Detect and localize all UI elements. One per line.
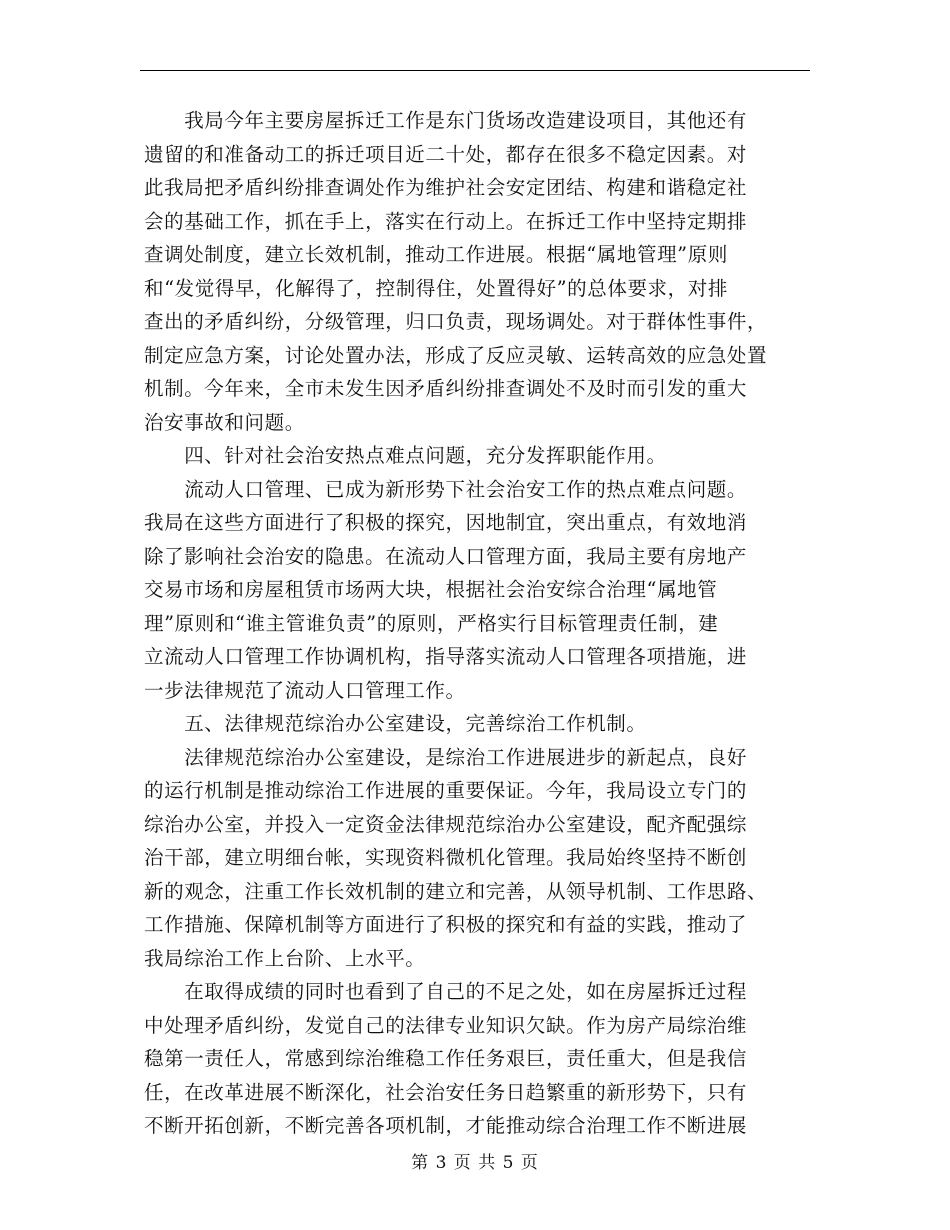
text-line: 机制。今年来，全市未发生因矛盾纠纷排查调处不及时而引发的重大 (144, 377, 748, 400)
header-rule (140, 70, 810, 71)
text-line: 交易市场和房屋租赁市场两大块，根据社会治安综合治理“属地管 (144, 578, 718, 601)
text-line: 查出的矛盾纠纷，分级管理，归口负责，现场调处。对于群体性事件， (144, 310, 768, 333)
text-line: 综治办公室，并投入一定资金法律规范综治办公室建设，配齐配强综 (144, 812, 748, 836)
text-line: 任，在改革进展不断深化，社会治安任务日趋繁重的新形势下，只有 (144, 1080, 748, 1104)
text-line: 稳第一责任人，常感到综治维稳工作任务艰巨，责任重大，但是我信 (144, 1047, 748, 1070)
text-line: 一步法律规范了流动人口管理工作。 (144, 678, 466, 702)
text-line: 工作措施、保障机制等方面进行了积极的探究和有益的实践，推动了 (144, 913, 748, 936)
text-line: 制定应急方案，讨论处置办法，形成了反应灵敏、运转高效的应急处置 (144, 343, 768, 367)
text-line: 会的基础工作，抓在手上，落实在行动上。在拆迁工作中坚持定期排 (144, 209, 748, 233)
document-body (144, 104, 816, 1143)
text-line: 遗留的和准备动工的拆迁项目近二十处，都存在很多不稳定因素。对 (144, 142, 748, 166)
text-line: 除了影响社会治安的隐患。在流动人口管理方面，我局主要有房地产 (144, 544, 748, 568)
text-line: 我局在这些方面进行了积极的探究，因地制宜，突出重点，有效地消 (144, 511, 748, 534)
text-line: 新的观念，注重工作长效机制的建立和完善，从领导机制、工作思路、 (144, 879, 768, 903)
text-line: 治干部，建立明细台帐，实现资料微机化管理。我局始终坚持不断创 (144, 846, 748, 869)
text-line: 我局综治工作上台阶、上水平。 (144, 946, 426, 970)
text-line: 流动人口管理、已成为新形势下社会治安工作的热点难点问题。 (144, 477, 748, 501)
text-line: 法律规范综治办公室建设，是综治工作进展进步的新起点，良好 (144, 745, 748, 769)
section-heading: 四、针对社会治安热点难点问题，充分发挥职能作用。 (144, 444, 667, 467)
text-line: 立流动人口管理工作协调机构，指导落实流动人口管理各项措施，进 (144, 645, 748, 668)
page-number: 第 3 页 共 5 页 (411, 1153, 539, 1173)
text-line: 中处理矛盾纠纷，发觉自己的法律专业知识欠缺。作为房产局综治维 (144, 1013, 748, 1037)
text-line: 治安事故和问题。 (144, 410, 305, 434)
text-line: 我局今年主要房屋拆迁工作是东门货场改造建设项目，其他还有 (144, 109, 748, 132)
text-line: 查调处制度，建立长效机制，推动工作进展。根据“属地管理”原则 (144, 243, 728, 266)
text-line: 和“发觉得早，化解得了，控制得住，处置得好”的总体要求，对排 (144, 276, 728, 300)
text-line: 的运行机制是推动综治工作进展的重要保证。今年，我局设立专门的 (144, 779, 748, 802)
section-heading: 五、法律规范综治办公室建设，完善综治工作机制。 (144, 712, 647, 735)
text-line: 此我局把矛盾纠纷排查调处作为维护社会安定团结、构建和谐稳定社 (144, 176, 748, 199)
text-line: 理”原则和“谁主管谁负责”的原则，严格实行目标管理责任制，建 (144, 611, 719, 635)
text-line: 在取得成绩的同时也看到了自己的不足之处，如在房屋拆迁过程 (144, 980, 748, 1003)
text-line: 不断开拓创新，不断完善各项机制，才能推动综合治理工作不断进展 (144, 1114, 748, 1137)
